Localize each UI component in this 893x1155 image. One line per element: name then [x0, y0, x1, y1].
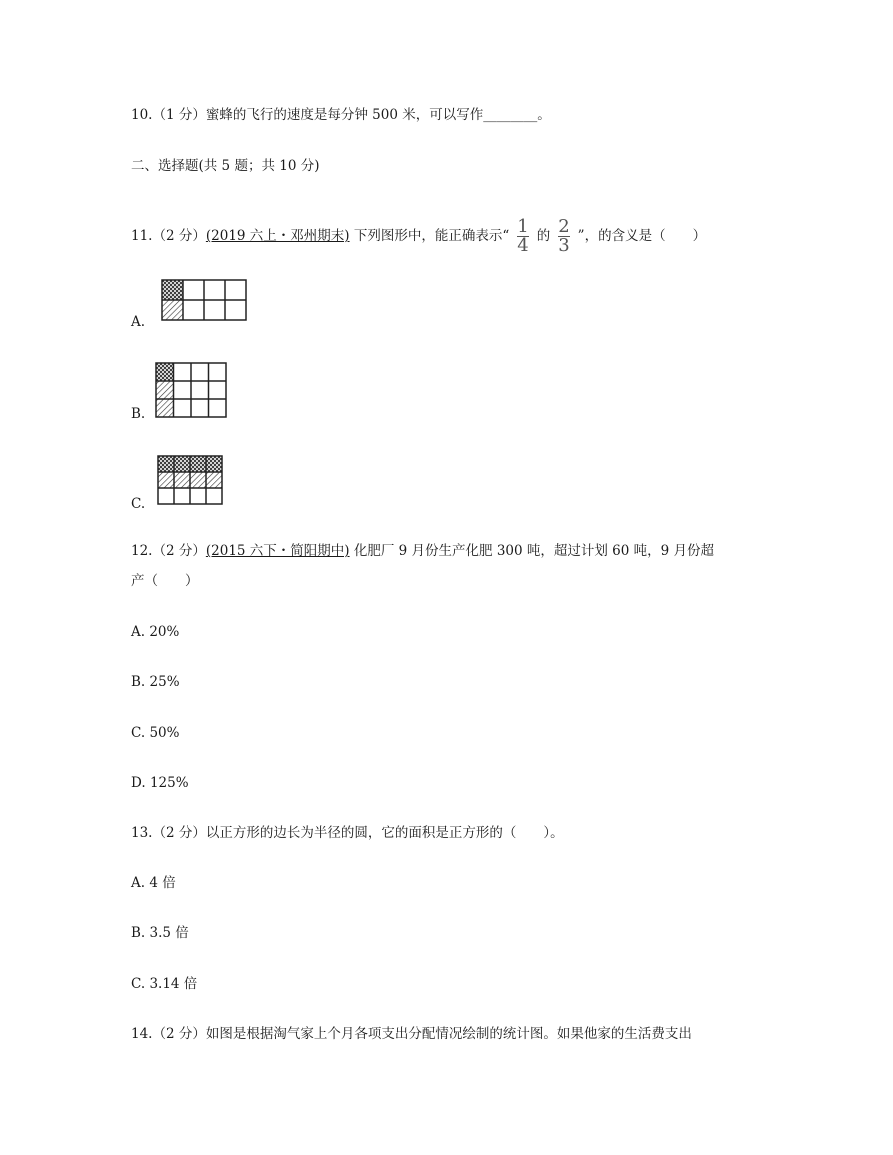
question-12 [131, 541, 714, 561]
option-label: C. [131, 976, 146, 992]
option-b-grid-figure [155, 362, 227, 418]
option-value: 20% [149, 624, 180, 640]
question-text: 化肥厂 9 月份生产化肥 300 吨，超过计划 60 吨，9 月份超 [353, 543, 715, 559]
question-text-middle: 的 [536, 228, 551, 244]
question-number: 14. [131, 1026, 153, 1042]
question-score: （2 分） [152, 825, 206, 841]
question-13 [131, 823, 564, 843]
option-d [131, 773, 189, 793]
option-value: 50% [149, 725, 180, 741]
question-number: 10. [131, 107, 153, 123]
fraction-one-quarter: $\frac{1}{4}$ [517, 216, 529, 256]
question-text: 如图是根据淘气家上个月各项支出分配情况绘制的统计图。如果他家的生活费支出 [205, 1026, 692, 1042]
question-text: 蜜蜂的飞行的速度是每分钟 500 米，可以写作________。 [205, 107, 551, 123]
option-value: 4 倍 [149, 875, 176, 891]
option-a-label: A. [131, 314, 146, 330]
option-b-label: B. [131, 406, 146, 422]
option-b [131, 672, 180, 692]
option-c-grid-figure [157, 455, 223, 505]
question-score: （2 分） [152, 228, 206, 244]
question-number: 13. [131, 825, 153, 841]
option-label: B. [131, 925, 146, 941]
question-14 [131, 1024, 692, 1044]
question-score: （2 分） [152, 543, 206, 559]
question-source: (2019 六上・邓州期末) [205, 228, 350, 244]
question-text: 下列图形中，能正确表示“ [353, 228, 510, 244]
option-label: A. [131, 624, 146, 640]
section-title: 二、选择题(共 5 题；共 10 分) [131, 158, 320, 174]
question-number: 11. [131, 228, 153, 244]
fraction-two-thirds: $\frac{2}{3}$ [558, 216, 570, 256]
question-12-line2: 产（ ） [131, 573, 199, 589]
option-b [131, 923, 189, 943]
option-c-label: C. [131, 496, 146, 512]
question-11 [131, 216, 706, 256]
option-label: D. [131, 775, 146, 791]
question-score: （1 分） [152, 107, 206, 123]
option-c [131, 974, 197, 994]
question-text-after: ”，的含义是（ ） [577, 228, 707, 244]
option-value: 125% [149, 775, 189, 791]
question-10 [131, 105, 551, 125]
question-number: 12. [131, 543, 153, 559]
question-text: 以正方形的边长为半径的圆，它的面积是正方形的（ ）。 [205, 825, 564, 841]
option-label: C. [131, 725, 146, 741]
option-label: B. [131, 674, 146, 690]
option-a [131, 873, 176, 893]
option-value: 3.5 倍 [149, 925, 189, 941]
option-value: 25% [149, 674, 180, 690]
question-source: (2015 六下・简阳期中) [205, 543, 350, 559]
question-score: （2 分） [152, 1026, 206, 1042]
option-a [131, 622, 179, 642]
option-a-grid-figure [161, 279, 247, 322]
option-label: A. [131, 875, 146, 891]
option-value: 3.14 倍 [149, 976, 198, 992]
option-c [131, 723, 179, 743]
